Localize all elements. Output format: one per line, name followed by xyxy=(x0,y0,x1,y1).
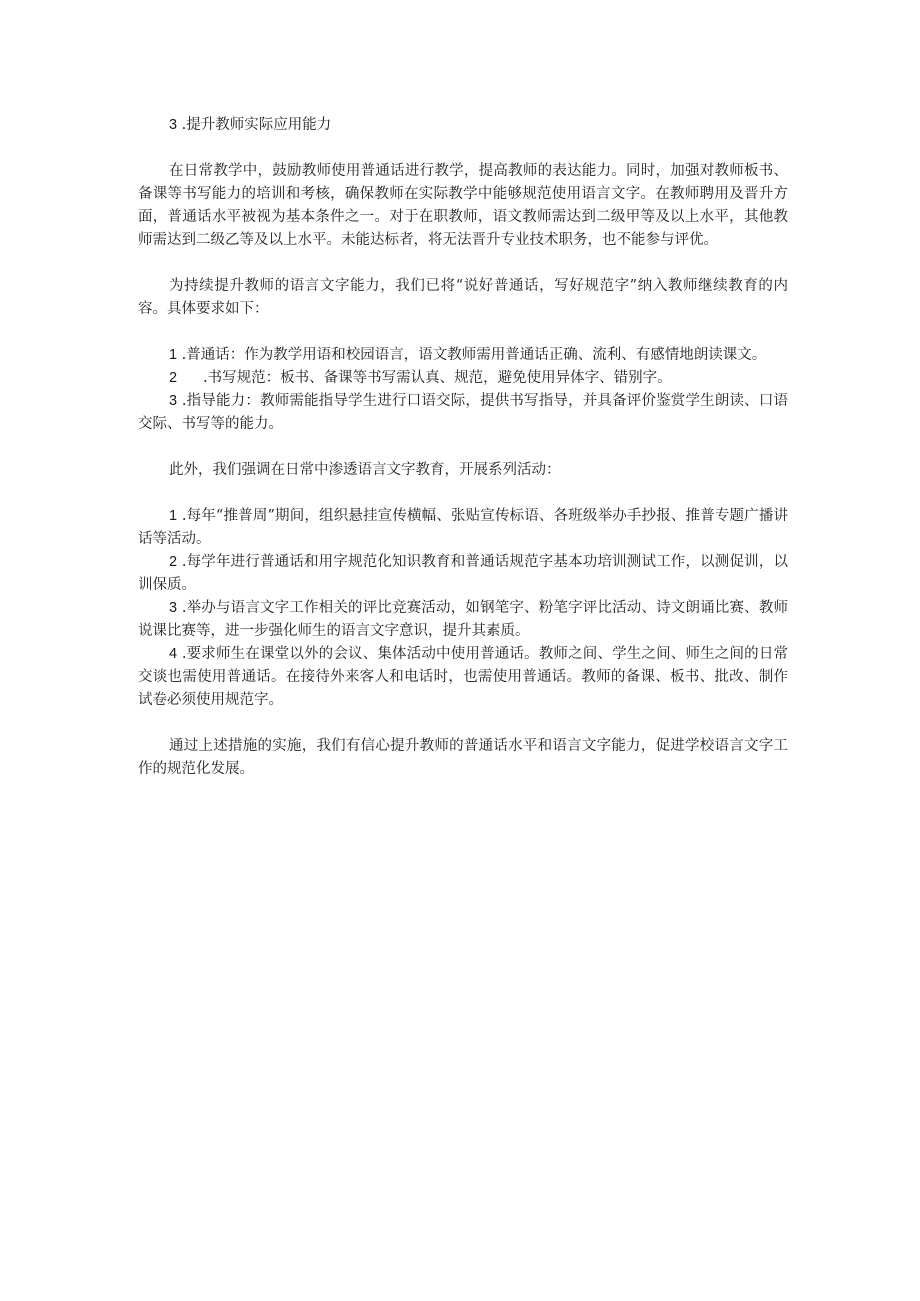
activity-item xyxy=(138,643,788,712)
paragraph-conclusion: 通过上述措施的实施，我们有信心提升教师的普通话水平和语言文字能力，促进学校语言文字工作的规范化发展。 xyxy=(138,738,788,777)
requirement-item xyxy=(138,367,788,390)
requirement-text: .指导能力：教师需能指导学生进行口语交际，提供书写指导，并具备评价鉴赏学生朗读、口语交际、书写等的能力。 xyxy=(138,393,788,432)
activity-text: .要求师生在课堂以外的会议、集体活动中使用普通话。教师之间、学生之间、师生之间的日常交谈也需使用普通话。在接待外来客人和电话时，也需使用普通话。教师的备课、板书、批改、制作试卷必须使用规范字。 xyxy=(138,646,788,708)
section-heading xyxy=(138,114,788,137)
requirement-number: 1 xyxy=(169,347,178,363)
paragraph-activities-intro: 此外，我们强调在日常中渗透语言文字教育，开展系列活动： xyxy=(169,462,561,478)
activity-text: .每学年进行普通话和用字规范化知识教育和普通话规范字基本功培训测试工作，以测促训，以训保质。 xyxy=(138,554,788,593)
activity-number: 3 xyxy=(169,600,178,616)
requirement-number: 2 xyxy=(169,370,178,386)
paragraph-daily-teaching: 在日常教学中，鼓励教师使用普通话进行教学，提高教师的表达能力。同时，加强对教师板书、备课等书写能力的培训和考核，确保教师在实际教学中能够规范使用语言文字。在教师聘用及晋升方面，普通话水平被视为基本条件之一。对于在职教师，语文教师需达到二级甲等及以上水平，其他教师需达到二级乙等及以上水平。未能达标者，将无法晋升专业技术职务，也不能参与评优。 xyxy=(138,163,788,248)
requirement-number: 3 xyxy=(169,393,178,409)
section-heading-text: .提升教师实际应用能力 xyxy=(177,117,332,133)
activity-item xyxy=(138,597,788,643)
requirement-text: .书写规范：板书、备课等书写需认真、规范，避免使用异体字、错别字。 xyxy=(203,370,672,386)
activity-item xyxy=(138,551,788,597)
requirement-item xyxy=(138,390,788,436)
requirement-item xyxy=(138,344,788,367)
activity-number: 4 xyxy=(169,646,178,662)
activity-text: .每年“推普周”期间，组织悬挂宣传横幅、张贴宣传标语、各班级举办手抄报、推普专题广播讲话等活动。 xyxy=(138,508,788,547)
activity-number: 2 xyxy=(169,554,178,570)
section-heading-number: 3 xyxy=(169,117,178,133)
document-body xyxy=(138,114,788,781)
activity-item xyxy=(138,505,788,551)
activity-text: .举办与语言文字工作相关的评比竞赛活动，如钢笔字、粉笔字评比活动、诗文朗诵比赛、教师说课比赛等，进一步强化师生的语言文字意识，提升其素质。 xyxy=(138,600,788,639)
requirement-text: .普通话：作为教学用语和校园语言，语文教师需用普通话正确、流利、有感情地朗读课文。 xyxy=(177,347,767,363)
activity-number: 1 xyxy=(169,508,178,524)
paragraph-continuing-education: 为持续提升教师的语言文字能力，我们已将“说好普通话，写好规范字”纳入教师继续教育的内容。具体要求如下： xyxy=(138,278,788,317)
